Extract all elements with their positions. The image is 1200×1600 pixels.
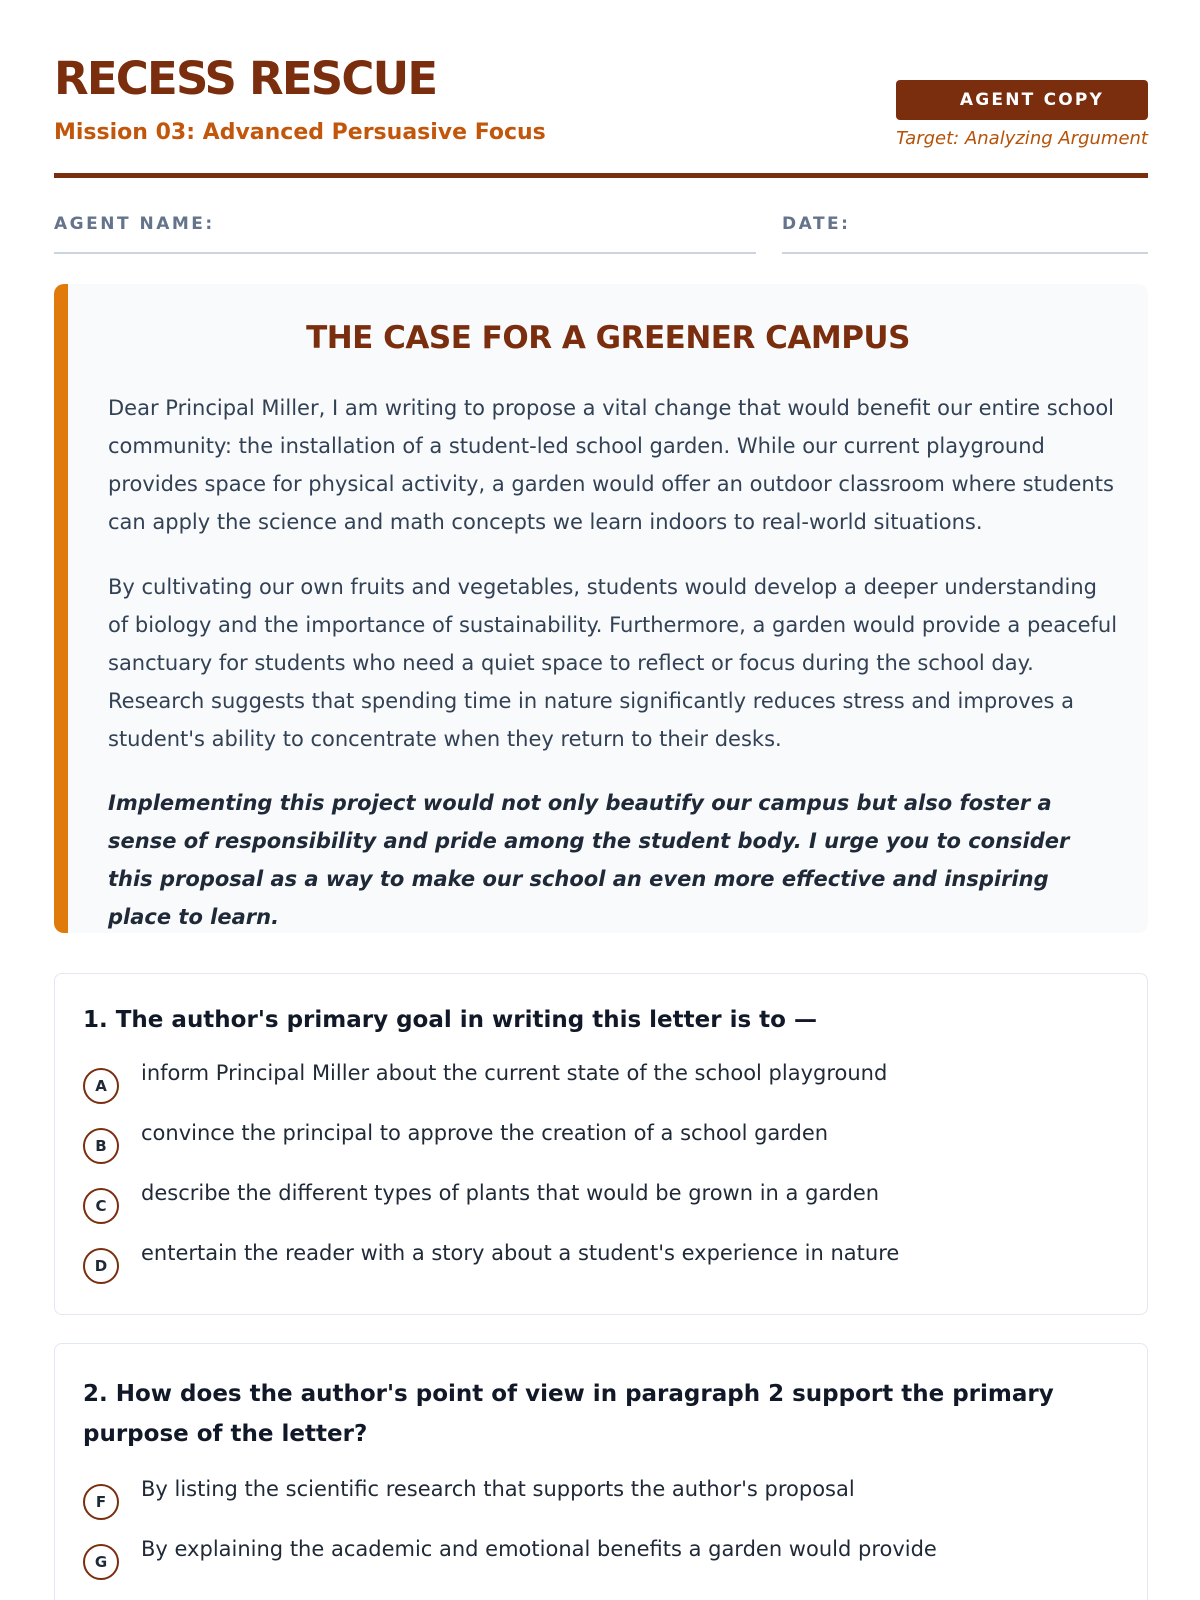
reading-passage <box>54 284 1148 933</box>
option-text: entertain the reader with a story about a student's experience in nature <box>141 1241 900 1265</box>
brand-title: RECESS RESCUE <box>54 52 437 105</box>
option-bubble[interactable]: G <box>83 1544 119 1580</box>
date-field[interactable] <box>782 214 1148 254</box>
option-bubble[interactable]: F <box>83 1484 119 1520</box>
passage-paragraph-2: By cultivating our own fruits and vegetables, students would develop a deeper understanding of biology and the importance of sustainability. Furthermore, a garden would provide a peaceful sanctuary for students who need a quiet space to reflect or focus during the school day. Research suggests that spending time in nature significantly reduces stress and improves a student's ability to concentrate when they return to their desks. <box>108 575 1118 751</box>
agent-copy-badge: AGENT COPY <box>896 80 1148 120</box>
option-text: By explaining the academic and emotional benefits a garden would provide <box>141 1537 937 1561</box>
option-text: convince the principal to approve the creation of a school garden <box>141 1121 829 1145</box>
mission-subtitle: Mission 03: Advanced Persuasive Focus <box>54 120 546 145</box>
passage-paragraph-1: Dear Principal Miller, I am writing to propose a vital change that would benefit our entire school community: the installation of a student-led school garden. While our current playground provides space for physical activity, a garden would offer an outdoor classroom where students can apply the science and math concepts we learn indoors to real-world situations. <box>108 396 1115 534</box>
question-1-option-a[interactable] <box>83 1061 1119 1108</box>
option-bubble[interactable]: C <box>83 1188 119 1224</box>
header <box>54 54 1148 180</box>
question-2-prompt: 2. How does the author's point of view in paragraph 2 support the primary purpose of the letter? <box>83 1381 1054 1447</box>
passage-title: THE CASE FOR A GREENER CAMPUS <box>306 320 910 356</box>
question-1-prompt: 1. The author's primary goal in writing this letter is to — <box>83 1007 817 1033</box>
option-bubble[interactable]: D <box>83 1248 119 1284</box>
option-bubble[interactable]: B <box>83 1128 119 1164</box>
passage-paragraph-3: Implementing this project would not only beautify our campus but also foster a sense of responsibility and pride among the student body. I urge you to consider this proposal as a way to make our school an even more effective and inspiring place to learn. <box>108 791 1070 929</box>
question-2 <box>54 1343 1148 1600</box>
agent-name-label: AGENT NAME: <box>54 214 215 234</box>
option-text: describe the different types of plants that would be grown in a garden <box>141 1181 880 1205</box>
date-label: DATE: <box>782 214 851 234</box>
question-1-option-d[interactable] <box>83 1241 1119 1288</box>
question-2-option-f[interactable] <box>83 1477 1119 1524</box>
question-1-option-c[interactable] <box>83 1181 1119 1228</box>
option-text: By listing the scientific research that supports the author's proposal <box>141 1477 855 1501</box>
question-1 <box>54 973 1148 1315</box>
question-1-option-b[interactable] <box>83 1121 1119 1168</box>
target-skill: Target: Analyzing Argument <box>896 128 1148 149</box>
agent-name-field[interactable] <box>54 214 756 254</box>
option-text: inform Principal Miller about the current state of the school playground <box>141 1061 888 1085</box>
option-bubble[interactable]: A <box>83 1068 119 1104</box>
question-2-option-g[interactable] <box>83 1537 1119 1584</box>
header-divider <box>54 173 1148 178</box>
